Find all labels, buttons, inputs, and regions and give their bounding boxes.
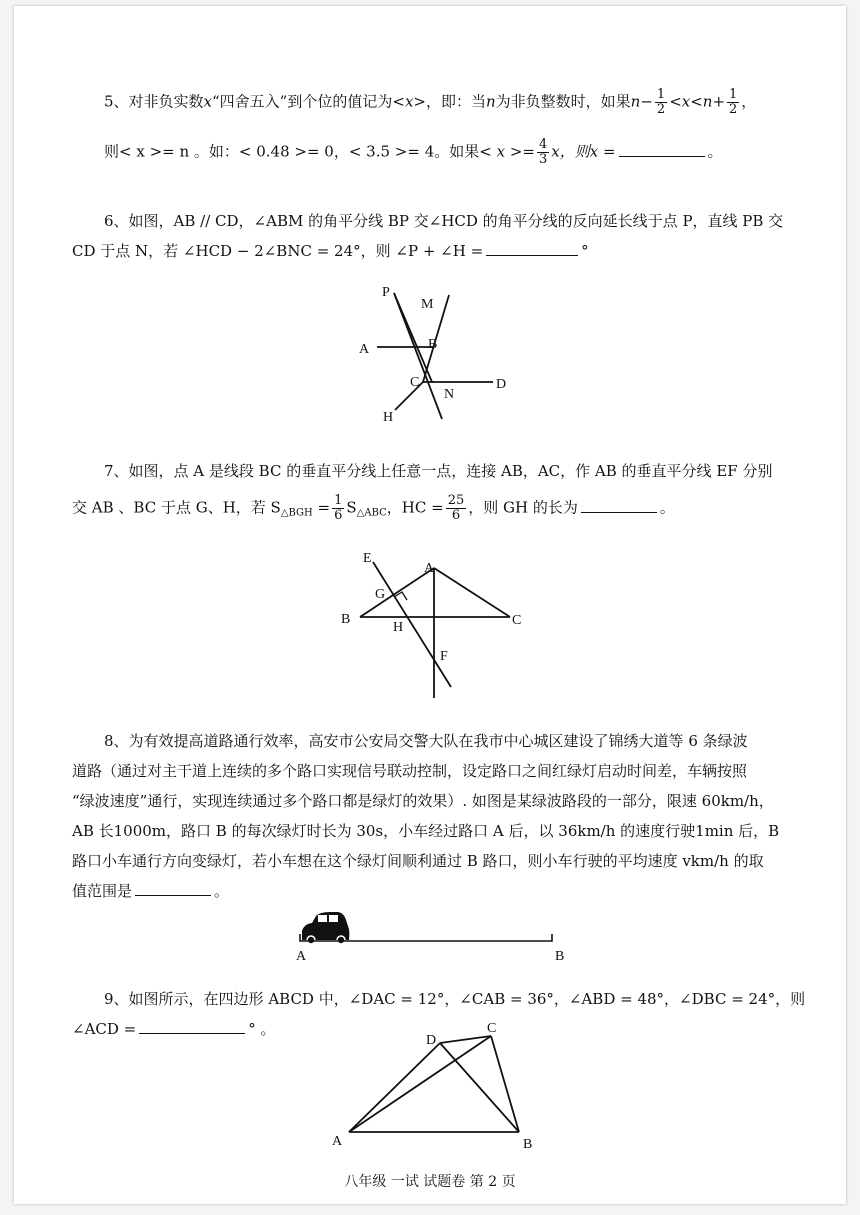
q7-label-B: B — [341, 612, 351, 627]
q9-line1: 9、如图所示，在四边形 ABCD 中，∠DAC = 12°，∠CAB = 36°，∠ABD = 48°，∠DBC = 24°，则 — [104, 990, 806, 1008]
q5-fraction-four-thirds: $\frac{4}{3}$ — [538, 137, 548, 167]
q7-label-G: G — [375, 587, 386, 602]
q9-segment-AD — [349, 1043, 440, 1132]
q8-line5: 路口小车通行方向变绿灯，若小车想在这个绿灯间顺利通过 B 路口，则小车行驶的平均速度 vkm/h 的取 — [72, 852, 764, 870]
q8-line3: “绿波速度”通行，实现连续通过多个路口都是绿灯的效果）. 如图是某绿波路段的一部分，限速 60km/h， — [72, 792, 774, 810]
q8-line6: 值范围是 。 — [72, 882, 230, 900]
q5-line1: 5、对非负实数x“四舍五入”到个位的值记为<x>，即：当n为非负整数时，如果n− $\frac{1}{2}$ <x<n+ $\frac{1}{2}$ ， — [104, 87, 757, 117]
q7-line1: 7、如图，点 A 是线段 BC 的垂直平分线上任意一点，连接 AB，AC，作 AB 的垂直平分线 EF 分别 — [104, 462, 773, 480]
q6-label-B: B — [428, 337, 438, 352]
q7-label-A: A — [424, 561, 435, 576]
q7-label-H: H — [393, 620, 404, 635]
q9-label-D: D — [426, 1033, 437, 1048]
q5-fraction-half: $\frac{1}{2}$ — [656, 87, 666, 117]
q9-segment-CB — [491, 1036, 519, 1132]
q8-label-A: A — [296, 949, 307, 964]
q8-line4: AB 长1000m，路口 B 的每次绿灯时长为 30s，小车经过路口 A 后，以 36km/h 的速度行驶1min 后，B — [72, 822, 780, 840]
q9-segment-DB — [440, 1043, 519, 1132]
q7-fraction-25-6: $\frac{25}{6}$ — [447, 493, 465, 523]
q7-label-E: E — [363, 551, 372, 566]
q6-label-P: P — [382, 285, 390, 300]
q7-fraction-one-sixth: $\frac{1}{6}$ — [334, 493, 343, 523]
q6-line1: 6、如图，AB // CD，∠ABM 的角平分线 BP 交∠HCD 的角平分线的反向延长线于点 P，直线 PB 交 — [104, 212, 784, 230]
q6-label-D: D — [496, 377, 507, 392]
q5-fraction-half-2: $\frac{1}{2}$ — [729, 87, 738, 117]
q8-line2: 道路（通过对主干道上连续的多个路口实现信号联动控制，设定路口之间红绿灯启动时间差，车辆按照 — [72, 762, 748, 780]
q9-label-B: B — [523, 1137, 533, 1152]
q7-line2: 交 AB 、BC 于点 G、H，若 $S_{\triangle BGH}$ = $\frac{1}{6}$ $S_{\triangle ABC}$，HC = $\frac{25}{6}$ ，则 GH 的长为 。 — [72, 493, 675, 523]
q9-label-A: A — [332, 1134, 343, 1149]
q6-line2: CD 于点 N，若 ∠HCD − 2∠BNC = 24°，则 ∠P + ∠H = ° — [72, 242, 589, 260]
q6-label-C: C — [410, 375, 420, 390]
q6-label-N: N — [444, 387, 455, 402]
q8-line1: 8、为有效提高道路通行效率，高安市公安局交警大队在我市中心城区建设了锦绣大道等 6 条绿波 — [104, 732, 748, 750]
q7-label-C: C — [512, 613, 522, 628]
q5-line2: 则< x >= n 。如：< 0.48 >= 0，< 3.5 >= 4。如果< x >= $\frac{4}{3}$ x，则x = 。 — [104, 137, 723, 167]
q9-line2: ∠ACD = ° 。 — [72, 1020, 276, 1038]
q6-label-H: H — [383, 410, 394, 425]
q9-segment-AC — [349, 1036, 491, 1132]
q9-label-C: C — [487, 1021, 497, 1036]
q6-label-A: A — [359, 342, 370, 357]
q6-label-M: M — [421, 297, 434, 312]
page-footer: 八年级 一试 试题卷 第 2 页 — [344, 1174, 516, 1190]
q7-label-F: F — [440, 649, 448, 664]
q8-label-B: B — [555, 949, 565, 964]
